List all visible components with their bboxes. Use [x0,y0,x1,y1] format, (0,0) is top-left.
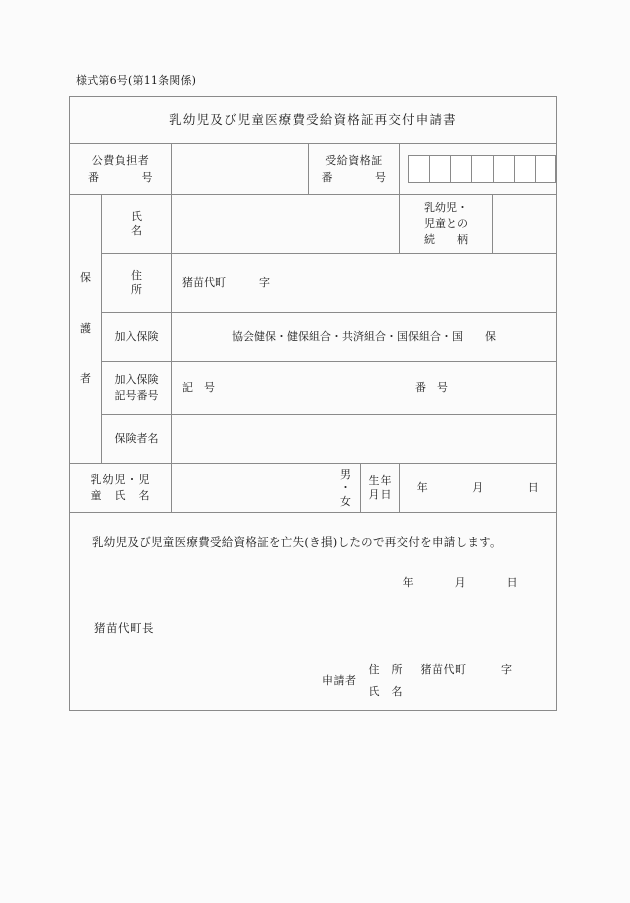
statement-text: 乳幼児及び児童医療費受給資格証を亡失(き損)したので再交付を申請します。 [92,535,502,549]
dob-label-sei: 生 [368,473,380,487]
dob-label-getsu: 月 [368,488,380,501]
certificate-digit-box[interactable] [450,155,471,183]
applicant-label: 申請者 [322,674,357,688]
guardian-spine-char-3: 者 [80,372,91,386]
relation-label-cell [400,195,493,254]
guardian-spine-cell [70,195,102,464]
applicant-name-key: 氏 名 [368,685,403,698]
child-name-label-line2: 童 氏 名 [90,489,151,502]
insurer-name-value-cell[interactable] [172,415,557,464]
statement-cell [70,513,557,711]
relation-value-cell[interactable] [493,195,557,254]
insurance-number-label-line2: 記号番号 [114,389,159,402]
certificate-digit-box[interactable] [535,155,556,183]
submission-date-year: 年 [402,576,415,589]
insurance-options: 協会健保・健保組合・共済組合・国保組合・国 保 [232,330,497,344]
public-expense-value-cell[interactable] [172,144,309,195]
relation-label-line1: 乳幼児・ [424,201,468,215]
addressee-mayor: 猪苗代町長 [94,621,154,635]
insurance-options-cell[interactable] [172,313,557,362]
guardian-insurance-number-row [70,362,557,415]
applicant-address-value: 猪苗代町 字 [420,663,513,676]
guardian-address-value: 猪苗代町 字 [182,276,270,290]
title-row [70,97,557,144]
certificate-digit-box[interactable] [408,155,429,183]
submission-date-month: 月 [454,576,467,589]
insurance-number-label: 番 号 [415,381,448,395]
insurance-number-label-cell [102,362,172,415]
application-form-table [69,96,557,711]
guardian-spine-char-1: 保 [80,271,91,285]
dob-value-cell[interactable] [400,464,557,513]
insurance-number-label-line1: 加入保険 [114,373,159,387]
applicant-address-row[interactable] [369,659,513,681]
certificate-label-ban: 番 [321,171,333,184]
gender-separator: ・ [340,481,351,495]
child-row [70,464,557,513]
child-name-label-cell [70,464,172,513]
applicant-block [322,659,513,703]
submission-date-day: 日 [506,576,519,589]
certificate-number-cell[interactable] [400,144,557,195]
guardian-address-value-cell[interactable] [172,254,557,313]
dob-month-unit: 月 [472,481,484,495]
dob-year-unit: 年 [416,481,429,495]
insurer-name-label: 保険者名 [114,432,159,446]
certificate-label-cell [309,144,400,195]
certificate-digit-box[interactable] [514,155,535,183]
certificate-label-line1: 受給資格証 [325,153,383,167]
applicant-fields [369,659,513,703]
public-expense-label-ban: 番 [88,171,100,184]
insurer-name-label-cell [102,415,172,464]
child-gender-male[interactable]: 男 [340,468,351,482]
dob-label-col1 [369,474,380,503]
child-name-label-line1: 乳幼児・児 [90,473,151,487]
guardian-name-label-cell [102,195,172,254]
public-expense-label-line1: 公費負担者 [91,153,150,167]
public-expense-label-gou: 号 [141,171,153,184]
public-expense-label-cell [70,144,172,195]
guardian-spine-char-2: 護 [80,321,91,335]
form-title-cell [70,97,557,144]
certificate-label-gou: 号 [375,171,387,184]
insurance-number-value-cell[interactable] [172,362,557,415]
guardian-name-label-char-1: 氏 [131,210,142,224]
guardian-address-row [70,254,557,313]
insurance-symbol-label: 記 号 [182,381,215,395]
certificate-digit-box[interactable] [429,155,450,183]
insurance-label-cell [102,313,172,362]
submission-date[interactable] [403,575,519,591]
dob-label-nen: 年 [380,473,392,487]
guardian-name-row [70,195,557,254]
child-gender-female[interactable]: 女 [340,494,351,508]
child-name-value-cell[interactable] [172,464,361,513]
relation-label-line2: 児童との [424,217,468,231]
dob-day-unit: 日 [527,481,540,495]
statement-row [70,513,557,711]
applicant-address-key: 住 所 [368,663,403,676]
dob-label-cell [361,464,400,513]
number-row [70,144,557,195]
form-title: 乳幼児及び児童医療費受給資格証再交付申請書 [169,111,457,127]
guardian-name-value-cell[interactable] [172,195,400,254]
dob-label-col2 [381,474,392,503]
applicant-name-row[interactable] [369,681,513,703]
form-number: 様式第6号(第11条関係) [76,74,197,87]
guardian-insurance-row [70,313,557,362]
guardian-address-label-char-1: 住 [131,269,142,283]
insurance-label: 加入保険 [114,330,159,344]
dob-label-nichi: 日 [380,488,392,501]
relation-label-line3: 続 柄 [424,232,468,246]
guardian-address-label-cell [102,254,172,313]
guardian-address-label-char-2: 所 [131,283,142,296]
guardian-insurer-name-row [70,415,557,464]
guardian-name-label-char-2: 名 [131,224,142,237]
certificate-digit-box[interactable] [493,155,514,183]
certificate-number-boxes [408,155,556,183]
certificate-digit-box[interactable] [471,155,492,183]
